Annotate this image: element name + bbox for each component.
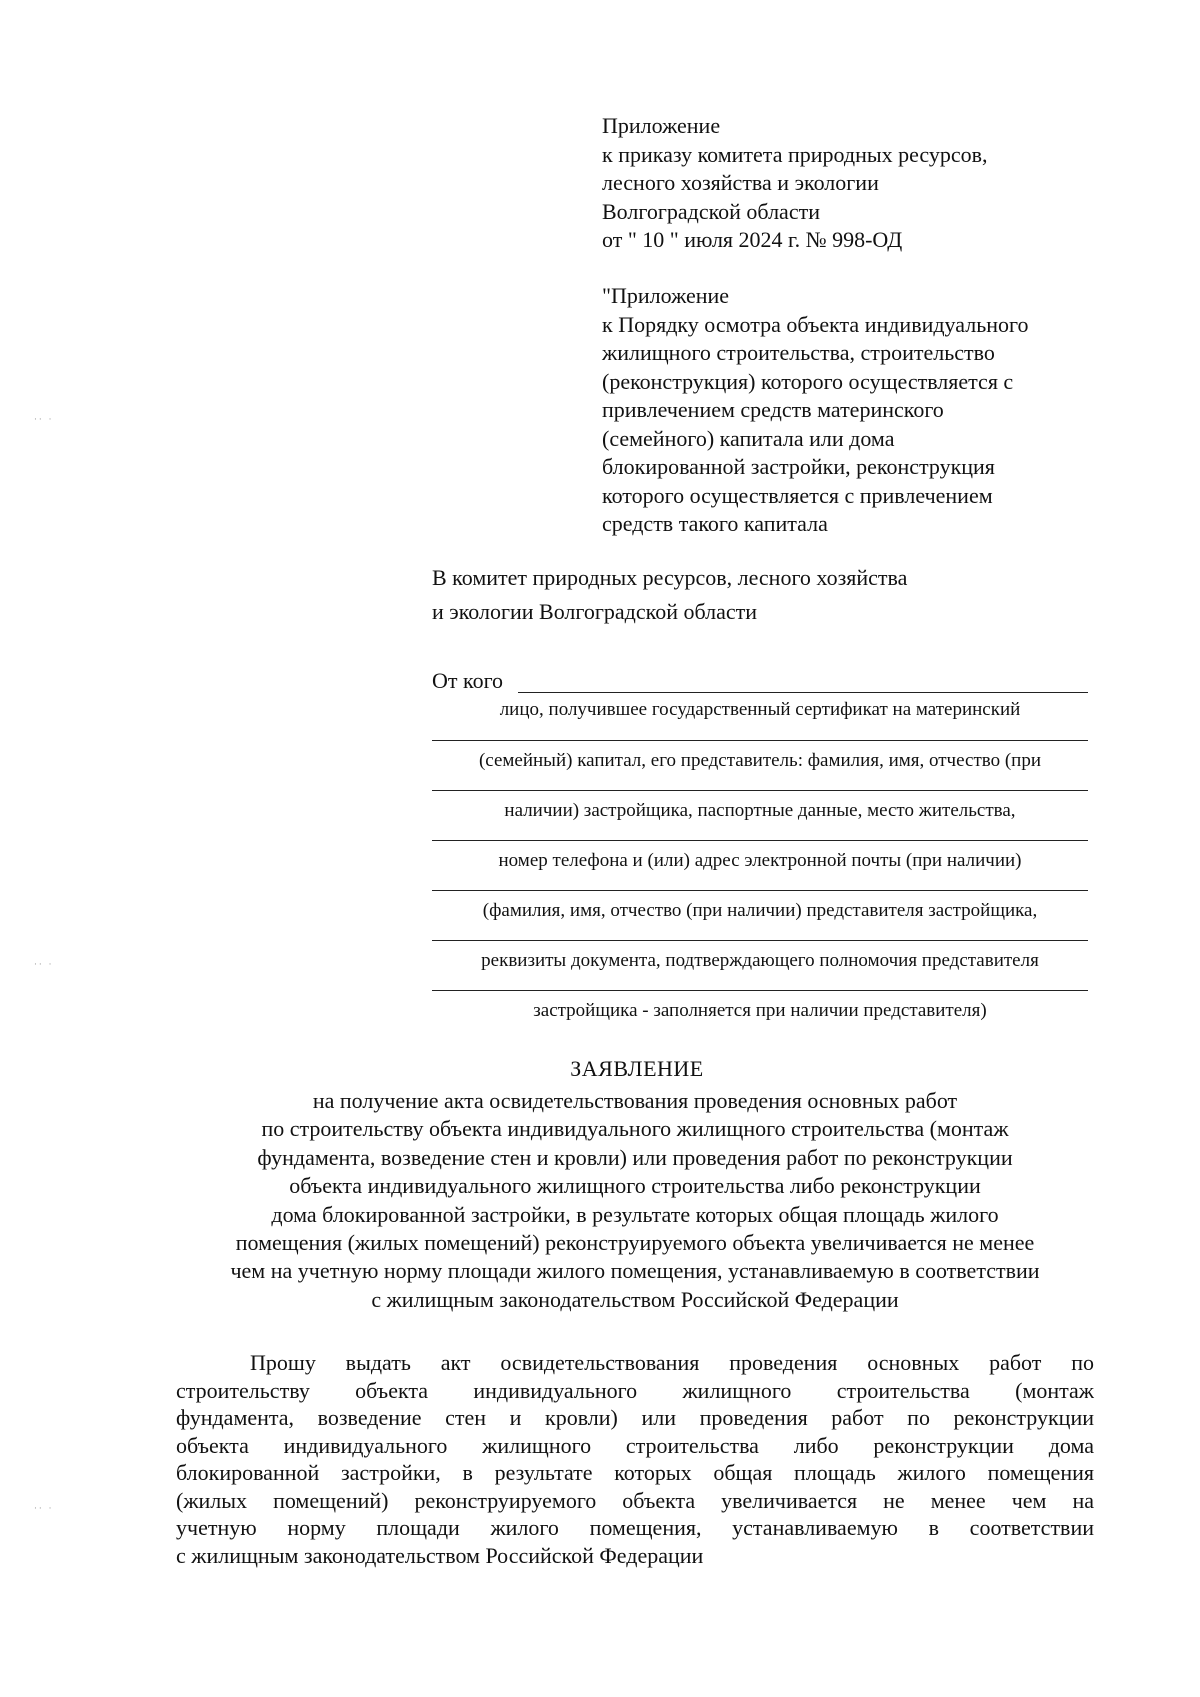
appendix2-line: к Порядку осмотра объекта индивидуального <box>602 311 1029 337</box>
fill-line[interactable] <box>432 990 1088 991</box>
body-line: Прошу выдать акт освидетельствования проведения основных работ по <box>250 1350 1094 1375</box>
addressee <box>432 561 1052 629</box>
fill-caption: лицо, получившее государственный сертификат на материнский <box>499 699 1021 720</box>
statement-title: ЗАЯВЛЕНИЕ <box>570 1056 704 1081</box>
scan-artifact: ·· · <box>34 960 54 970</box>
subtitle-line: фундамента, возведение стен и кровли) или проведения работ по реконструкции <box>257 1144 1013 1170</box>
appendix-procedure <box>602 282 1122 539</box>
fill-line[interactable] <box>518 692 1088 693</box>
subtitle-line: на получение акта освидетельствования проведения основных работ <box>312 1088 958 1113</box>
body-line: (жилых помещений) реконструируемого объекта увеличивается не менее чем на <box>176 1487 1094 1513</box>
fill-caption: номер телефона и (или) адрес электронной почты (при наличии) <box>498 850 1022 871</box>
body-line: с жилищным законодательством Российской Федерации <box>176 1542 704 1568</box>
scan-artifact: ·· · <box>34 415 54 425</box>
body-line: фундамента, возведение стен и кровли) или проведения работ по реконструкции <box>176 1405 1094 1430</box>
appendix-line: к приказу комитета природных ресурсов, <box>602 141 988 167</box>
fill-caption: реквизиты документа, подтверждающего полномочия представителя <box>481 950 1039 971</box>
subtitle-line: помещения (жилых помещений) реконструируемого объекта увеличивается не менее <box>235 1230 1035 1256</box>
fill-line[interactable] <box>432 740 1088 741</box>
appendix-header <box>602 112 1122 255</box>
appendix2-line: средств такого капитала <box>602 511 828 536</box>
statement-subtitle <box>150 1087 1120 1314</box>
fill-line[interactable] <box>432 890 1088 891</box>
fill-caption: наличии) застройщика, паспортные данные, место жительства, <box>504 800 1016 821</box>
fill-caption: (семейный) капитал, его представитель: фамилия, имя, отчество (при <box>478 750 1042 771</box>
appendix-line: от " 10 " июля 2024 г. № 998-ОД <box>602 227 903 252</box>
body-line: объекта индивидуального жилищного строительства либо реконструкции дома <box>176 1432 1094 1458</box>
scan-artifact: ·· · <box>34 1504 54 1514</box>
fill-line[interactable] <box>432 790 1088 791</box>
fill-caption: застройщика - заполняется при наличии представителя) <box>533 1000 987 1021</box>
subtitle-line: по строительству объекта индивидуального жилищного строительства (монтаж <box>261 1116 1009 1142</box>
subtitle-line: дома блокированной застройки, в результате которых общая площадь жилого <box>271 1201 999 1227</box>
appendix2-line: "Приложение <box>602 283 730 308</box>
statement-body <box>176 1349 1094 1569</box>
from-label: От кого <box>432 668 504 693</box>
addressee-line: В комитет природных ресурсов, лесного хозяйства <box>432 565 908 590</box>
body-line: учетную норму площади жилого помещения, устанавливаемую в соответствии <box>176 1515 1094 1540</box>
subtitle-line: чем на учетную норму площади жилого помещения, устанавливаемую в соответствии <box>230 1258 1040 1284</box>
appendix-line: Волгоградской области <box>602 198 820 224</box>
subtitle-line: объекта индивидуального жилищного строительства либо реконструкции <box>289 1173 981 1199</box>
appendix2-line: жилищного строительства, строительство <box>602 340 995 365</box>
body-line: блокированной застройки, в результате которых общая площадь жилого помещения <box>176 1460 1094 1485</box>
fill-caption: (фамилия, имя, отчество (при наличии) представителя застройщика, <box>482 900 1038 921</box>
fill-line[interactable] <box>432 840 1088 841</box>
appendix-line: Приложение <box>602 113 721 138</box>
appendix-line: лесного хозяйства и экологии <box>602 170 879 195</box>
appendix2-line: (семейного) капитала или дома <box>602 425 895 451</box>
fill-line[interactable] <box>432 940 1088 941</box>
appendix2-line: блокированной застройки, реконструкция <box>602 454 995 479</box>
appendix2-line: (реконструкция) которого осуществляется с <box>602 368 1014 394</box>
subtitle-line: с жилищным законодательством Российской Федерации <box>371 1286 899 1312</box>
body-line: строительству объекта индивидуального жилищного строительства (монтаж <box>176 1377 1094 1403</box>
appendix2-line: которого осуществляется с привлечением <box>602 482 993 508</box>
addressee-line: и экологии Волгоградской области <box>432 599 758 624</box>
appendix2-line: привлечением средств материнского <box>602 397 944 422</box>
